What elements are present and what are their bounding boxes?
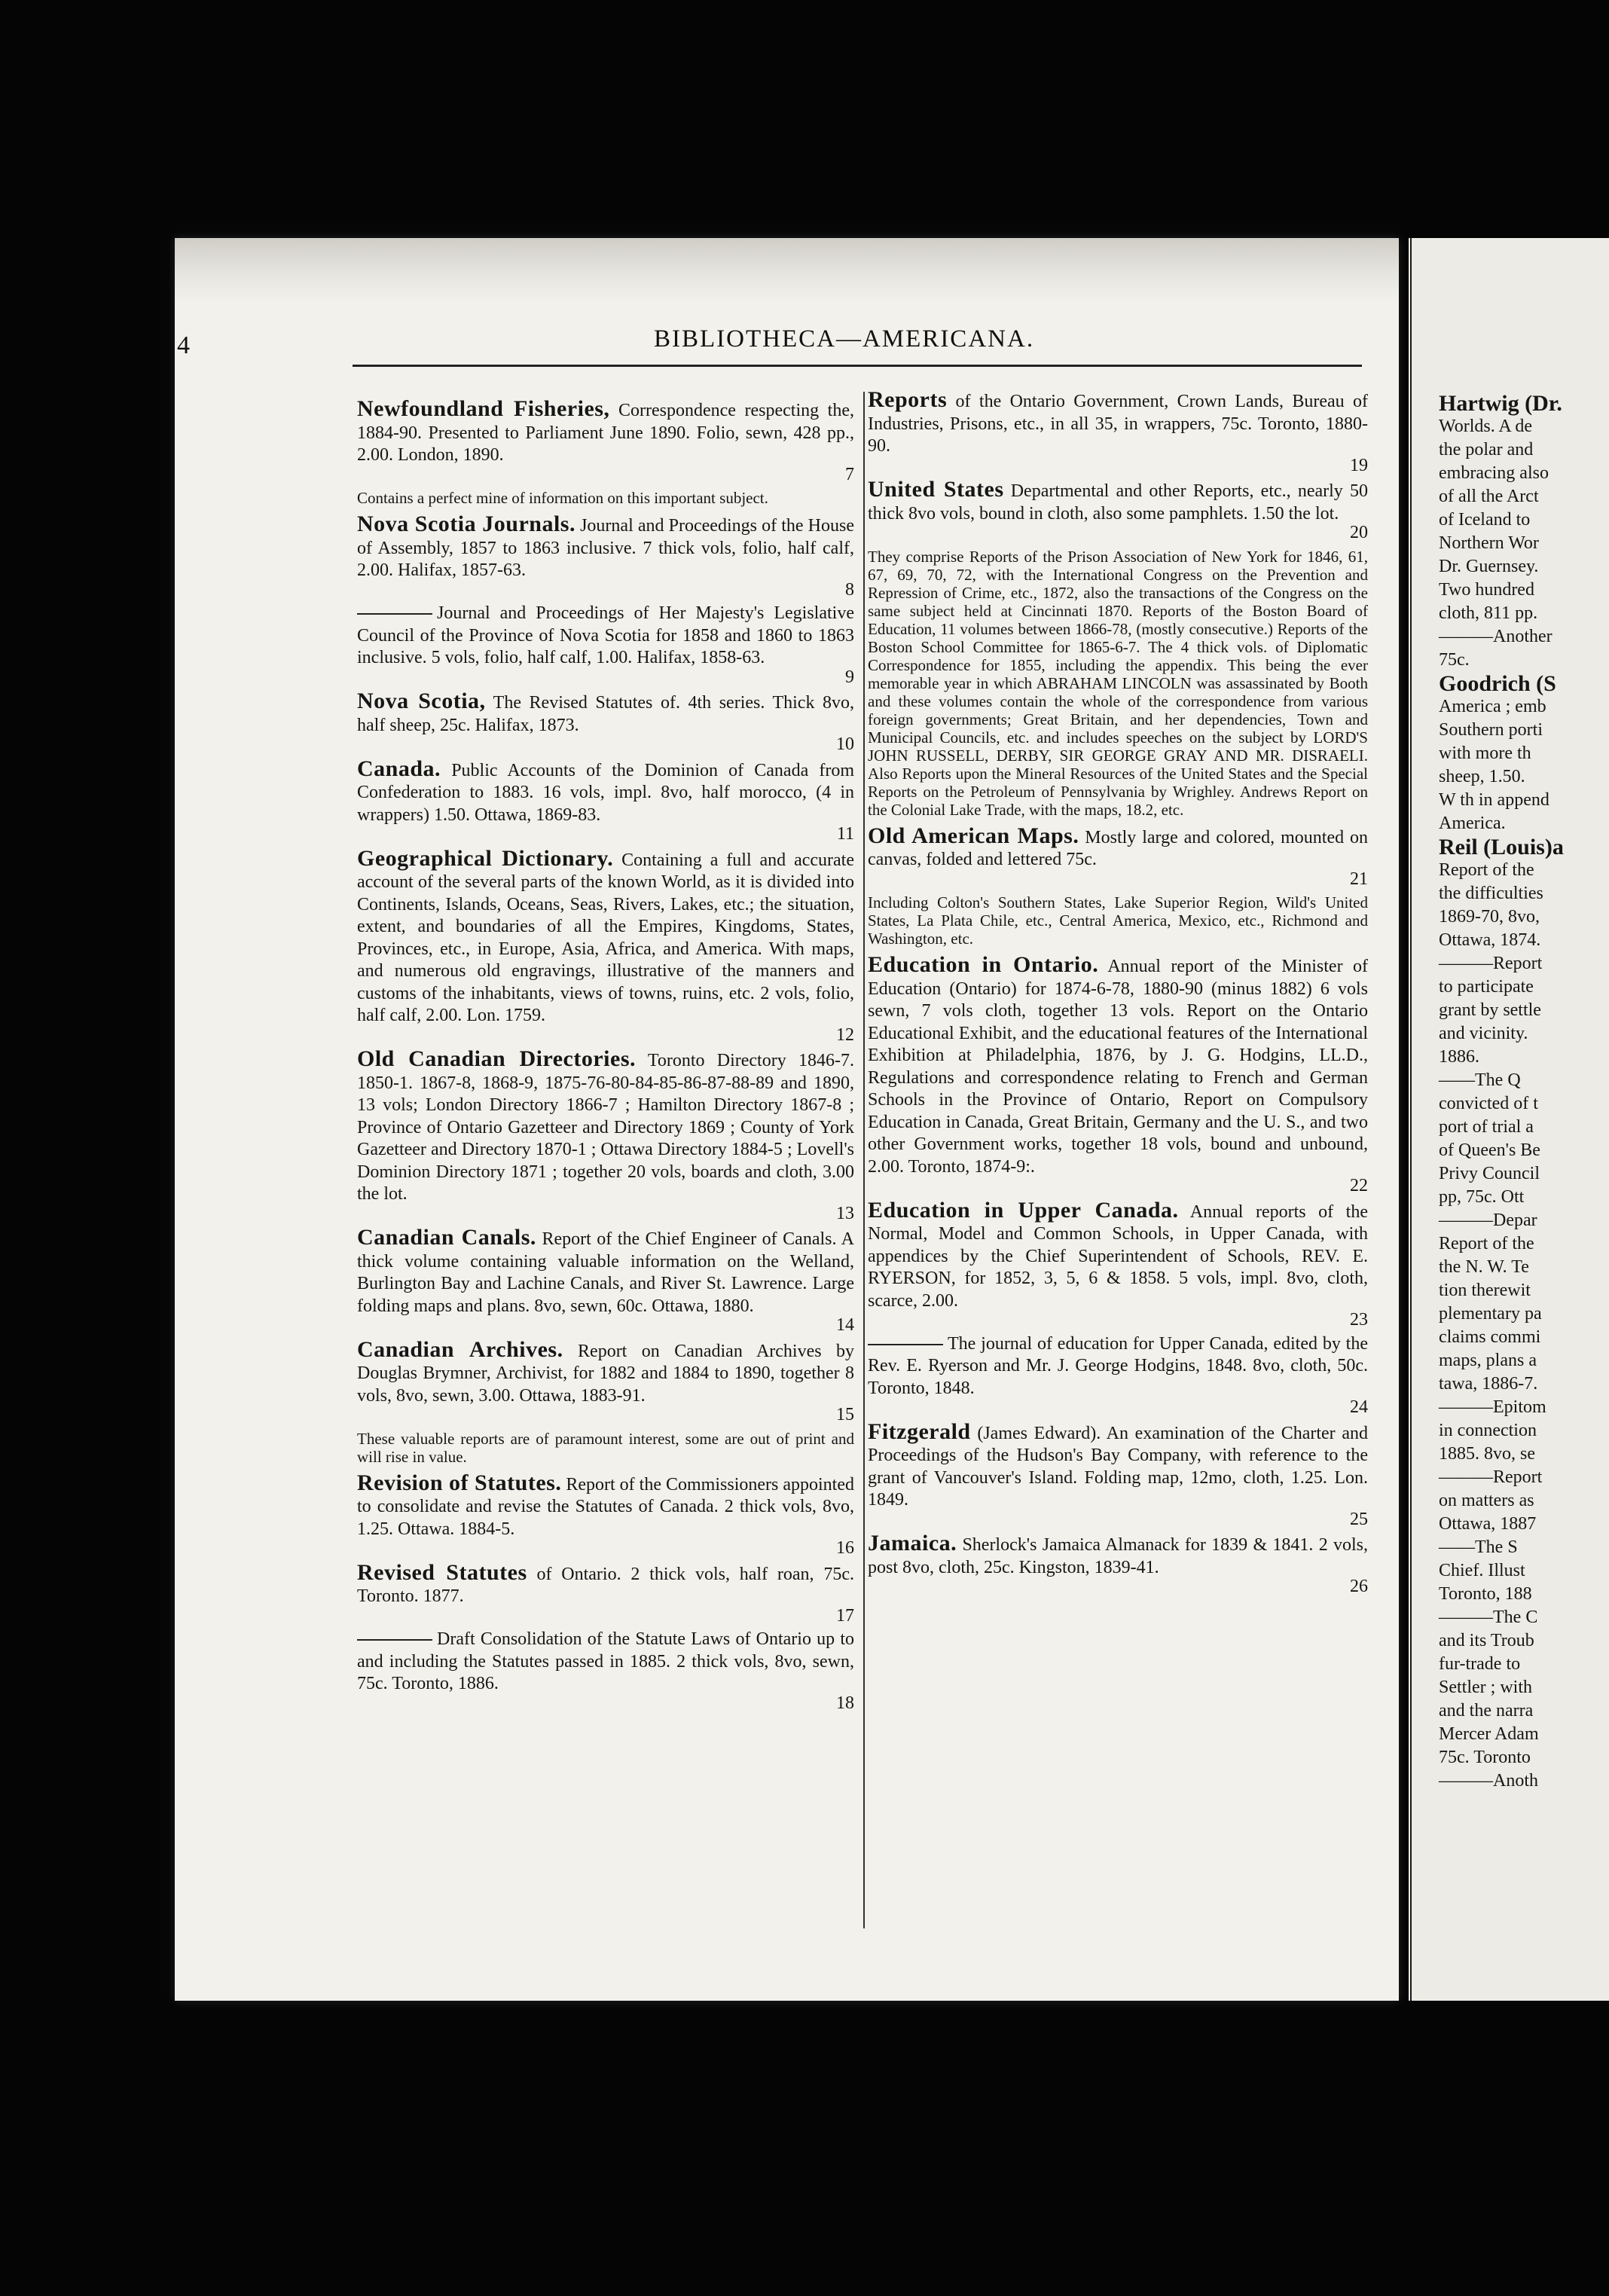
entry-description: of Ontario. 2 thick vols, half roan, 75c. Toronto. 1877. (357, 1564, 855, 1606)
adjacent-page-line: 1885. 8vo, se (1439, 1444, 1535, 1464)
lot-number: 12 (836, 1024, 854, 1045)
left-column (357, 398, 854, 1716)
entry-heading: Canadian Archives. (357, 1336, 563, 1362)
lot-number: 7 (845, 464, 854, 484)
catalog-entry (357, 398, 854, 507)
adjacent-page-line: ———Epitom (1439, 1397, 1546, 1417)
entry-heading: Canadian Canals. (357, 1225, 536, 1250)
catalog-entry (868, 1333, 1368, 1419)
adjacent-page-line: the polar and (1439, 440, 1534, 460)
adjacent-page-line: Dr. Guernsey. (1439, 557, 1539, 576)
ditto-rule (868, 1344, 943, 1345)
lot-number: 24 (1350, 1397, 1368, 1417)
ditto-rule (357, 613, 432, 615)
adjacent-page-line: ——The Q (1439, 1070, 1521, 1090)
catalog-entry (357, 758, 854, 846)
adjacent-page-line: 75c. (1439, 650, 1470, 670)
adjacent-page-line: W th in append (1439, 790, 1549, 810)
catalog-entry (868, 954, 1368, 1198)
adjacent-page-line: ———Depar (1439, 1211, 1537, 1230)
catalog-entry (357, 1559, 855, 1628)
adjacent-page-line: on matters as (1439, 1491, 1534, 1510)
adjacent-page-line: sheep, 1.50. (1439, 767, 1525, 786)
adjacent-page-line: embracing also (1439, 463, 1549, 483)
entry-note: They comprise Reports of the Prison Association of New York for 1846, 61, 67, 69, 70, 72, with the International Congress on the Prevention and Repression of Crime, etc., 1872, also the transactions of the Congress on the same subject held at Cincinnati 1870. Reports of the Boston Board of Education, 11 volumes between 1866-78, (mostly consecutive.) Reports of the Boston School Committee for 1865-6-7. The 4 thick vols. of Diplomatic Correspondence for 1855, including the appendix. This being the ever memorable year in which ABRAHAM LINCOLN was assassinated by Booth and these volumes contain the whole of the correspondence from various foreign governments; Great Britain, and her dependencies, Town and Municipal Councils, etc. and includes speeches on the subject by LORD'S JOHN RUSSELL, DERBY, SIR GEORGE GRAY AND MR. DISRAELI. Also Reports upon the Mineral Resources of the United States and the Special Reports on the Petroleum of Pennsylvania by Wrighley. Andrews Report on the Colonial Lake Trade, with the maps, 18.2, etc. (868, 547, 1368, 819)
entry-description: Public Accounts of the Dominion of Canada from Confederation to 1883. 16 vols, impl. 8vo, half morocco, (4 in wrappers) 1.50. Ottawa, 1869-83. (357, 760, 855, 825)
adjacent-page-line: fur-trade to (1439, 1654, 1521, 1674)
catalog-entry (868, 1418, 1369, 1531)
adjacent-page-line: 1886. (1439, 1047, 1479, 1067)
catalog-entry (357, 513, 854, 601)
catalog-entry (357, 603, 854, 688)
lot-number: 8 (845, 579, 854, 600)
adjacent-page-line: maps, plans a (1439, 1351, 1537, 1370)
entry-description: Toronto Directory 1846-7. 1850-1. 1867-8, 1868-9, 1875-76-80-84-85-86-87-88-89 and 1890, 13 vols; London Directory 1866-7 ; Hamilton Directory 1867-8 ; Province of Ontario Gazetteer and Directory 1869 ; County of York Gazetteer and Directory 1870-1 ; Ottawa Directory 1884-5 ; Lovell's Dominion Directory 1871 ; together 20 vols, boards and cloth, 3.00 the lot. (357, 1051, 854, 1204)
entry-description: Correspondence respecting the, 1884-90. Presented to Parliament June 1890. Folio, sewn, 428 pp., 2.00. London, 1890. (357, 401, 855, 465)
entry-heading: Revised Statutes (357, 1559, 527, 1585)
adjacent-page-line: ———The C (1439, 1608, 1538, 1627)
adjacent-page-line: and vicinity. (1439, 1024, 1528, 1043)
entry-heading: Geographical Dictionary. (357, 845, 614, 871)
catalog-entry (868, 825, 1368, 948)
adjacent-page-line: Settler ; with (1439, 1678, 1532, 1697)
adjacent-page-line: claims commi (1439, 1327, 1541, 1347)
adjacent-page-line: of Iceland to (1439, 510, 1531, 530)
entry-description: (James Edward). An examination of the Charter and Proceedings of the Hudson's Bay Company, with reference to the grant of Vancouver's Island. Folding map, 12mo, cloth, 1.25. Lon. 1849. (868, 1423, 1369, 1510)
entry-heading: Jamaica. (868, 1531, 957, 1556)
adjacent-page-line: cloth, 811 pp. (1439, 603, 1538, 623)
lot-number: 18 (836, 1693, 854, 1713)
adjacent-page-line: Southern porti (1439, 720, 1543, 740)
page-gutter (1410, 238, 1412, 2001)
entry-description: Containing a full and accurate account of the several parts of the known World, as it is divided into Continents, Islands, Oceans, Seas, Rivers, Lakes, etc.; the situation, extent, and boundaries of all the Empires, Kingdoms, States, Provinces, etc., in Europe, Asia, Africa, and America. With maps, and numerous old engravings, illustrative of the manners and customs of the inhabitants, views of towns, ruins, etc. 2 vols, folio, half calf, 2.00. Lon. 1759. (357, 850, 855, 1025)
catalog-entry (868, 1199, 1368, 1332)
lot-number: 20 (1350, 523, 1368, 542)
adjacent-page-line: 1869-70, 8vo, (1439, 907, 1540, 927)
entry-note: These valuable reports are of paramount interest, some are out of print and will rise in value. (357, 1429, 854, 1466)
adjacent-page-line: and its Troub (1439, 1631, 1534, 1650)
adjacent-page-line: America ; emb (1439, 697, 1546, 716)
adjacent-page-line: in connection (1439, 1421, 1537, 1440)
adjacent-page-line: of Queen's Be (1439, 1140, 1540, 1160)
catalog-entry (357, 847, 854, 1047)
lot-number: 17 (836, 1605, 854, 1626)
adjacent-page-line: Ottawa, 1874. (1439, 930, 1541, 950)
header-rule (353, 365, 1362, 367)
entry-description: Mostly large and colored, mounted on canvas, folded and lettered 75c. (868, 827, 1369, 869)
adjacent-page-line: Chief. Illust (1439, 1561, 1525, 1580)
adjacent-page-line: ——The S (1439, 1537, 1518, 1557)
lot-number: 10 (836, 734, 854, 754)
adjacent-page-line: ———Report (1439, 1467, 1543, 1487)
column-divider (863, 392, 865, 1928)
lot-number: 11 (836, 824, 854, 844)
entry-description: Report of the Commissioners appointed to consolidate and revise the Statutes of Canada. 2 thick vols, 8vo, 1.25. Ottawa. 1884-5. (357, 1474, 854, 1539)
lot-number: 21 (1350, 869, 1368, 889)
entry-heading: United States (868, 477, 1004, 502)
adjacent-page-line: convicted of t (1439, 1094, 1538, 1113)
adjacent-page-line: Mercer Adam (1439, 1724, 1539, 1744)
entry-description: of the Ontario Government, Crown Lands, Bureau of Industries, Prisons, etc., in all 35, in wrappers, 75c. Toronto, 1880-90. (868, 392, 1368, 456)
catalog-entry (868, 478, 1368, 819)
adjacent-page-line: Reil (Louis)a (1439, 835, 1564, 859)
lot-number: 14 (836, 1315, 854, 1335)
entry-description: The Revised Statutes of. 4th series. Thick 8vo, half sheep, 25c. Halifax, 1873. (357, 693, 854, 735)
adjacent-page-line: America. (1439, 814, 1506, 833)
entry-heading: Old American Maps. (868, 823, 1079, 848)
adjacent-page-line: ———Anoth (1439, 1771, 1538, 1791)
entry-heading: Fitzgerald (868, 1418, 971, 1444)
lot-number: 26 (1350, 1577, 1368, 1596)
entry-description: The journal of education for Upper Canada, edited by the Rev. E. Ryerson and Mr. J. George Hodgins, 1848. 8vo, cloth, 50c. Toronto, 1848. (868, 1333, 1368, 1398)
lot-number: 19 (1350, 455, 1368, 475)
catalog-entry (357, 1336, 855, 1466)
running-title: BIBLIOTHECA—AMERICANA. (654, 325, 1035, 353)
adjacent-page-line: Report of the (1439, 860, 1534, 880)
catalog-entry (357, 1226, 854, 1337)
adjacent-page-line: Worlds. A de (1439, 417, 1533, 436)
catalog-entry (357, 1629, 854, 1714)
entry-heading: Education in Upper Canada. (868, 1197, 1179, 1223)
entry-description: Annual report of the Minister of Education (Ontario) for 1874-6-78, 1880-90 (minus 1882) 6 vols sewn, 7 vols cloth, together 13 vols. Report on the Ontario Educational Exhibit, and the educational features of the International Exhibition at Philadelphia, 1876, by J. G. Hodgins, LL.D., Regulations and correspondence relating to French and German Schools in the Province of Ontario, Report on Compulsory Education in Canada, Great Britain, Germany and the U. S., and two other Government works, together 18 vols, bound and unbound, 2.00. Toronto, 1874-9:. (868, 957, 1368, 1177)
adjacent-page-line: Report of the (1439, 1234, 1534, 1253)
adjacent-page-line: 75c. Toronto (1439, 1748, 1531, 1767)
entry-description: Report of the Chief Engineer of Canals. A thick volume containing valuable information on the Welland, Burlington Bay and Lachine Canals, and River St. Lawrence. Large folding maps and plans. 8vo, sewn, 60c. Ottawa, 1880. (357, 1229, 855, 1316)
torn-top-edge (175, 238, 1399, 303)
lot-number: 25 (1350, 1509, 1368, 1529)
entry-description: Sherlock's Jamaica Almanack for 1839 & 1841. 2 vols, post 8vo, cloth, 25c. Kingston, 1839-41. (868, 1535, 1368, 1577)
lot-number: 22 (1350, 1176, 1368, 1195)
entry-heading: Revision of Statutes. (357, 1470, 562, 1495)
catalog-entry (868, 389, 1368, 477)
ditto-rule (357, 1639, 432, 1641)
adjacent-page-line: the difficulties (1439, 884, 1543, 903)
lot-number: 9 (845, 667, 854, 687)
catalog-entry (357, 1472, 854, 1560)
adjacent-page-line: plementary pa (1439, 1304, 1542, 1324)
entry-heading: Reports (868, 387, 948, 412)
catalog-entry (868, 1532, 1368, 1598)
entry-description: Draft Consolidation of the Statute Laws of Ontario up to and including the Statutes passed in 1885. 2 thick vols, 8vo, sewn, 75c. Toronto, 1886. (357, 1629, 854, 1693)
entry-description: Annual reports of the Normal, Model and Common Schools, in Upper Canada, with appendices by the Chief Superintendent of Schools, REV. E. RYERSON, for 1852, 3, 5, 6 & 1858. 5 vols, impl. 8vo, cloth, scarce, 2.00. (868, 1201, 1368, 1311)
entry-note: Contains a perfect mine of information on this important subject. (357, 489, 768, 507)
adjacent-page-line: ———Another (1439, 627, 1553, 646)
adjacent-page-text (1439, 392, 1609, 1793)
entry-heading: Canada. (357, 756, 441, 781)
entry-description: Report on Canadian Archives by Douglas Brymner, Archivist, for 1882 and 1884 to 1890, together 8 vols, 8vo, sewn, 3.00. Ottawa, 1883-91. (357, 1341, 855, 1406)
entry-heading: Old Canadian Directories. (357, 1046, 636, 1071)
entry-description: Journal and Proceedings of Her Majesty's Legislative Council of the Province of Nova Scotia for 1858 and 1860 to 1863 inclusive. 5 vols, folio, half calf, 1.00. Halifax, 1858-63. (357, 603, 854, 667)
lot-number: 23 (1350, 1310, 1368, 1330)
entry-heading: Newfoundland Fisheries, (357, 396, 610, 421)
adjacent-page-line: Northern Wor (1439, 533, 1539, 553)
adjacent-page-line: of all the Arct (1439, 487, 1539, 506)
adjacent-page-line: and the narra (1439, 1701, 1534, 1720)
adjacent-page-line: Hartwig (Dr. (1439, 391, 1562, 416)
adjacent-page-line: Two hundred (1439, 580, 1534, 600)
lot-number: 15 (836, 1405, 854, 1424)
entry-description: Departmental and other Reports, etc., nearly 50 thick 8vo vols, bound in cloth, also some pamphlets. 1.50 the lot. (868, 481, 1368, 524)
adjacent-page-line: with more th (1439, 743, 1531, 763)
page-number: 4 (177, 331, 190, 359)
entry-description: Journal and Proceedings of the House of Assembly, 1857 to 1863 inclusive. 7 thick vols, folio, half calf, 2.00. Halifax, 1857-63. (357, 516, 855, 580)
right-column (868, 389, 1368, 1600)
adjacent-page-line: tion therewit (1439, 1281, 1531, 1300)
adjacent-page-line: to participate (1439, 977, 1534, 997)
catalog-entry (357, 1048, 854, 1225)
adjacent-page-line: pp, 75c. Ott (1439, 1187, 1525, 1207)
entry-heading: Nova Scotia, (357, 688, 486, 713)
adjacent-page-line: Goodrich (S (1439, 671, 1556, 696)
lot-number: 16 (836, 1538, 854, 1558)
adjacent-page-line: the N. W. Te (1439, 1257, 1529, 1277)
adjacent-page-line: ———Report (1439, 954, 1543, 973)
entry-note: Including Colton's Southern States, Lake Superior Region, Wild's United States, La Plata Chile, etc., Central America, Mexico, etc., Richmond and Washington, etc. (868, 893, 1368, 948)
adjacent-page-line: grant by settle (1439, 1000, 1541, 1020)
adjacent-page-line: port of trial a (1439, 1117, 1534, 1137)
adjacent-page-line: Toronto, 188 (1439, 1584, 1532, 1604)
lot-number: 13 (836, 1203, 854, 1223)
adjacent-page-line: Ottawa, 1887 (1439, 1514, 1537, 1534)
entry-heading: Nova Scotia Journals. (357, 511, 576, 536)
entry-heading: Education in Ontario. (868, 952, 1099, 977)
adjacent-page-line: tawa, 1886-7. (1439, 1374, 1538, 1394)
adjacent-page-line: Privy Council (1439, 1164, 1540, 1183)
catalog-entry (357, 690, 854, 756)
